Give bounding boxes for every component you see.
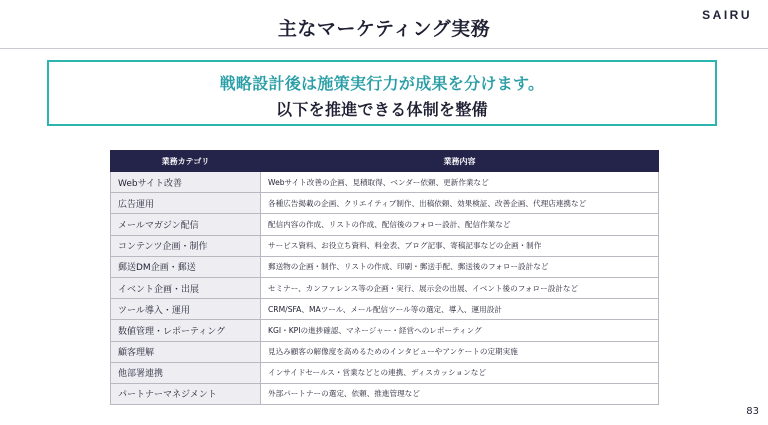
task-category: 数値管理・レポーティング xyxy=(111,320,261,341)
table-row xyxy=(111,193,659,214)
task-category: コンテンツ企画・制作 xyxy=(111,235,261,256)
task-category: 他部署連携 xyxy=(111,362,261,383)
task-category: イベント企画・出展 xyxy=(111,277,261,298)
table-row xyxy=(111,214,659,235)
task-description: インサイドセールス・営業などとの連携、ディスカッションなど xyxy=(261,362,659,383)
table-row xyxy=(111,277,659,298)
page-number: 83 xyxy=(746,406,759,417)
table-row xyxy=(111,362,659,383)
task-category: 広告運用 xyxy=(111,193,261,214)
column-header-content: 業務内容 xyxy=(261,151,659,172)
table-row xyxy=(111,256,659,277)
table-row xyxy=(111,320,659,341)
task-description: CRM/SFA、MAツール、メール配信ツール等の選定、導入、運用設計 xyxy=(261,299,659,320)
task-description: 外部パートナーの選定、依頼、推進管理など xyxy=(261,383,659,404)
table-row xyxy=(111,172,659,193)
task-description: 郵送物の企画・制作、リストの作成、印刷・郵送手配、郵送後のフォロー設計など xyxy=(261,256,659,277)
table-row xyxy=(111,235,659,256)
column-header-category: 業務カテゴリ xyxy=(111,151,261,172)
task-category: 郵送DM企画・郵送 xyxy=(111,256,261,277)
slide-title: 主なマーケティング実務 xyxy=(277,18,491,40)
marketing-tasks-table xyxy=(110,150,659,405)
task-description: セミナー、カンファレンス等の企画・実行、展示会の出展、イベント後のフォロー設計など xyxy=(261,277,659,298)
title-divider xyxy=(0,48,768,49)
task-description: Webサイト改善の企画、見積取得、ベンダー依頼、更新作業など xyxy=(261,172,659,193)
callout-subline: 以下を推進できる体制を整備 xyxy=(276,100,488,119)
task-description: 各種広告掲載の企画、クリエイティブ制作、出稿依頼、効果検証、改善企画、代理店連携など xyxy=(261,193,659,214)
table-row xyxy=(111,383,659,404)
task-description: 配信内容の作成、リストの作成、配信後のフォロー設計、配信作業など xyxy=(261,214,659,235)
brand-logo: SAIRU xyxy=(702,8,752,22)
task-description: 見込み顧客の解像度を高めるためのインタビューやアンケートの定期実施 xyxy=(261,341,659,362)
table-row xyxy=(111,341,659,362)
callout-box xyxy=(47,60,717,126)
task-category: パートナーマネジメント xyxy=(111,383,261,404)
task-description: サービス資料、お役立ち資料、料金表、ブログ記事、寄稿記事などの企画・制作 xyxy=(261,235,659,256)
table-header-row xyxy=(111,151,659,172)
task-category: メールマガジン配信 xyxy=(111,214,261,235)
task-category: ツール導入・運用 xyxy=(111,299,261,320)
task-category: Webサイト改善 xyxy=(111,172,261,193)
table-row xyxy=(111,299,659,320)
callout-headline: 戦略設計後は施策実行力が成果を分けます。 xyxy=(219,74,545,93)
task-description: KGI・KPIの進捗確認、マネージャー・経営へのレポーティング xyxy=(261,320,659,341)
task-category: 顧客理解 xyxy=(111,341,261,362)
